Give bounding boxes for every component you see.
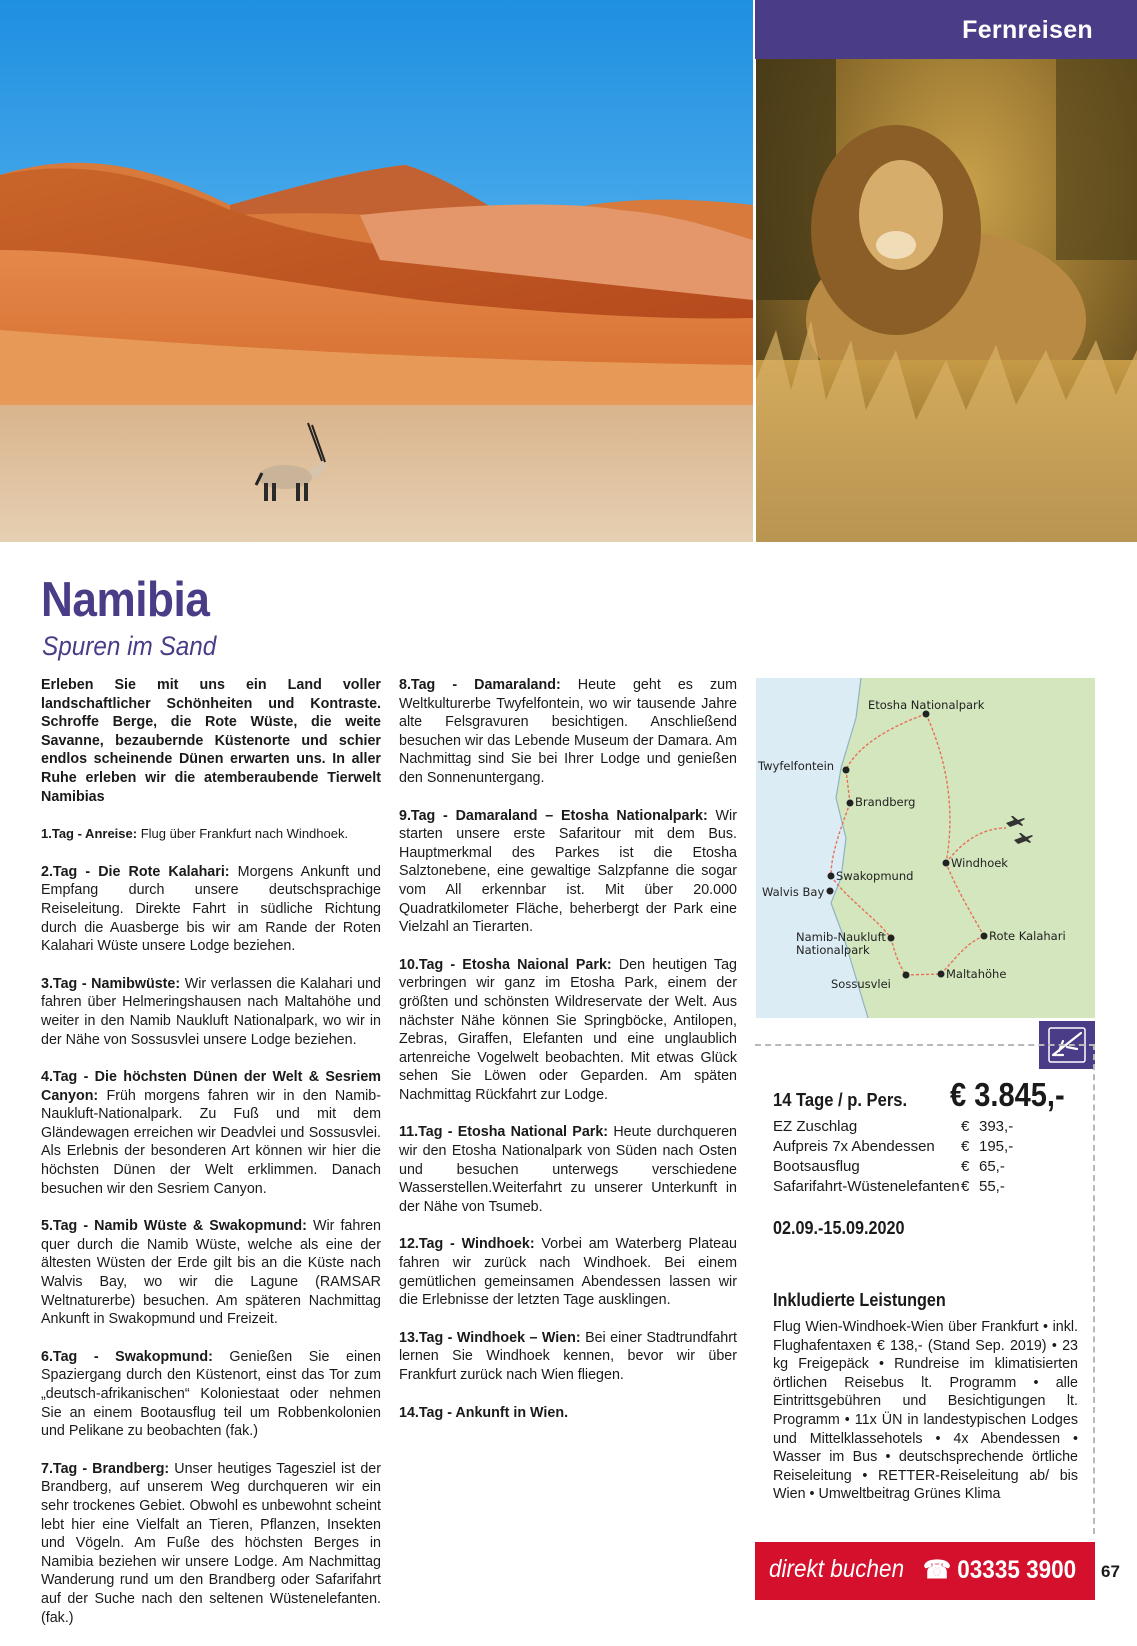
- day-item: 2.Tag - Die Rote Kalahari: Morgens Ankunft und Empfang durch unsere deutschsprachige Reiseleitung. Direkte Fahrt in südliche Richtung durch die Auasberge bis wir am Rande der Roten Kalahari Wüste unsere Lodge beziehen.: [41, 863, 381, 955]
- map-label: Brandberg: [855, 795, 916, 809]
- map-label: Nationalpark: [796, 943, 870, 957]
- day-item: 7.Tag - Brandberg: Unser heutiges Tagesziel ist der Brandberg, auf unserem Weg durchqueren wir ein sehr trockenes Gebiet. Obwohl es unbewohnt scheint lebt hier eine Vielfalt an Tieren, Pflanzen, Insekten und Vögeln. Am Fuße des höchsten Berges in Namibia beziehen wir unsere Lodge. Am Nachmittag Wanderung rund um den Brandberg oder Safarifahrt auf der Suche nach den seltenen Wüstenelefanten. (fak.): [41, 1460, 381, 1626]
- itinerary-column-1: [41, 676, 381, 1646]
- intro-text: Erleben Sie mit uns ein Land voller landschaftlicher Schönheiten und Kontraste. Schroffe Berge, die Rote Wüste, die weite Savanne, bezaubernde Küstenorte und schier endlos scheinende Dünen erwarten uns. In aller Ruhe erleben wir die atemberaubende Tierwelt Namibias: [41, 677, 381, 805]
- day-item: 8.Tag - Damaraland: Heute geht es zum Weltkulturerbe Twyfelfontein, wo wir tausende Jahre alte Felsgravuren besichtigen. Anschließend besuchen wir das Lebende Museum der Damara. Am Nachmittag sind Sie bei Ihrer Lodge und genießen den Sonnenuntergang.: [399, 677, 737, 786]
- booking-bar[interactable]: [755, 1542, 1095, 1600]
- map-label: Rote Kalahari: [989, 929, 1066, 943]
- extra-item: Aufpreis 7x Abendessen € 195,-: [773, 1138, 1014, 1155]
- page-title: Namibia: [41, 573, 210, 627]
- page-subtitle: Spuren im Sand: [42, 631, 217, 661]
- day-item: 3.Tag - Namibwüste: Wir verlassen die Kalahari und fahren über Helmeringshausen nach Maltahöhe und weiter in den Namib Naukluft Nationalpark, wo wir in der Nähe von Sossusvlei unsere Lodge beziehen.: [41, 975, 381, 1048]
- included-heading: Inkludierte Leistungen: [773, 1290, 946, 1310]
- day-item: 6.Tag - Swakopmund: Genießen Sie einen Spaziergang durch den Küstenort, einst das Tor zum „deutsch-afrikanischen“ Koloniestaat oder nehmen Sie an einem Bootausflug teil um Robbenkolonien und Pelikane zu beobachten (fak.): [41, 1348, 381, 1440]
- page-number: 67: [1101, 1562, 1120, 1581]
- booking-label: direkt buchen: [769, 1555, 905, 1583]
- day-item: 1.Tag - Anreise: Flug über Frankfurt nach Windhoek.: [41, 826, 349, 842]
- day-item: 14.Tag - Ankunft in Wien.: [399, 1404, 569, 1421]
- extra-item: Safarifahrt-Wüstenelefanten € 55,-: [773, 1178, 1005, 1195]
- extra-item: Bootsausflug € 65,-: [773, 1158, 1005, 1175]
- section-label: Fernreisen: [755, 0, 1137, 59]
- day-item: 13.Tag - Windhoek – Wien: Bei einer Stadtrundfahrt lernen Sie Windhoek kennen, bevor wir über Frankfurt zurück nach Wien fliegen.: [399, 1329, 737, 1383]
- travel-date: 02.09.-15.09.2020: [773, 1218, 905, 1238]
- extra-item: EZ Zuschlag € 393,-: [773, 1118, 1014, 1135]
- map-label: Swakopmund: [836, 869, 914, 883]
- map-label: Twyfelfontein: [758, 759, 835, 773]
- map-label: Windhoek: [951, 856, 1008, 870]
- day-item: 9.Tag - Damaraland – Etosha Nationalpark: Wir starten unsere erste Safaritour mit dem Bus. Hauptmerkmal des Parkes ist die Etosha Salztonebene, eine gewaltige Salzpfanne die sogar vom All erkennbar ist. Mit über 20.000 Quadratkilometer Fläche, beherbergt der Park eine Vielzahl an Tierarten.: [399, 807, 737, 936]
- map-label: Walvis Bay: [762, 885, 825, 899]
- day-item: 5.Tag - Namib Wüste & Swakopmund: Wir fahren quer durch die Namib Wüste, welche als eine der ältesten Wüsten der Erde gilt bis an die Küste nach Walvis Bay, wo wir die Lagune (RAMSAR Weltnaturerbe) besuchen. Am späteren Nachmittag Ankunft in Swakopmund und Freizeit.: [41, 1218, 381, 1328]
- duration-label: 14 Tage / p. Pers.: [773, 1090, 908, 1110]
- route-map: [756, 678, 1095, 1018]
- map-label: Namib-Naukluft: [796, 930, 886, 944]
- itinerary-column-2: [399, 676, 737, 1441]
- day-item: 12.Tag - Windhoek: Vorbei am Waterberg Plateau fahren wir zurück nach Windhoek. Bei einem gemütlichen gemeinsamen Abendessen lassen wir die Erlebnisse der letzten Tage ausklingen.: [399, 1236, 737, 1309]
- included-text: Flug Wien-Windhoek-Wien über Frankfurt • inkl. Flughafentaxen € 138,- (Stand Sep. 2019) • 23 kg Freigepäck • Rundreise im klimatisierten örtlichen Reisebus lt. Programm • alle Eintrittsgebühren und Besichtigungen lt. Programm • 11x ÜN in landestypischen Lodges und Mittelklassehotels • 4x Abendessen • Wasser im Bus • deutschsprechende örtliche Reiseleitung • RETTER-Reiseleitung ab/ bis Wien • Umweltbeitrag Grünes Klima: [773, 1319, 1078, 1503]
- day-item: 4.Tag - Die höchsten Dünen der Welt & Sesriem Canyon: Früh morgens fahren wir in den Namib-Naukluft-Nationalpark. Zu Fuß und mit dem Gländewagen erreichen wir Deadvlei und Sossusvlei. Als Erlebnis der besonderen Art können wir hier die höchsten Dünen der Welt erklimmen. Danach besuchen wir den Sesriem Canyon.: [41, 1069, 381, 1197]
- lion-photo: [756, 0, 1137, 542]
- phone-number[interactable]: ☎ 03335 3900: [923, 1556, 1077, 1584]
- map-label: Maltahöhe: [946, 967, 1007, 981]
- desert-photo: [0, 0, 753, 542]
- map-label: Sossusvlei: [831, 977, 891, 991]
- map-label: Etosha Nationalpark: [868, 698, 985, 712]
- price-amount: € 3.845,-: [950, 1076, 1065, 1113]
- day-item: 11.Tag - Etosha National Park: Heute durchqueren wir den Etosha Nationalpark von Süden nach Osten und besuchen unterwegs verschiedene Wasserstellen.Weiterfahrt zu unserer Unterkunft in der Nähe von Tsumeb.: [399, 1124, 737, 1215]
- day-item: 10.Tag - Etosha Naional Park: Den heutigen Tag verbringen wir ganz im Etosha Park, einem der größten und schönsten Wildreservate der Welt. Aus nächster Nähe können Sie Springböcke, Antilopen, Zebras, Giraffen, Elefanten und eine unglaublich artenreiche Vogelwelt beobachten. Mit etwas Glück sehen Sie Löwen oder Geparden. Am späten Nachmittag Rückfahrt zur Lodge.: [399, 956, 737, 1103]
